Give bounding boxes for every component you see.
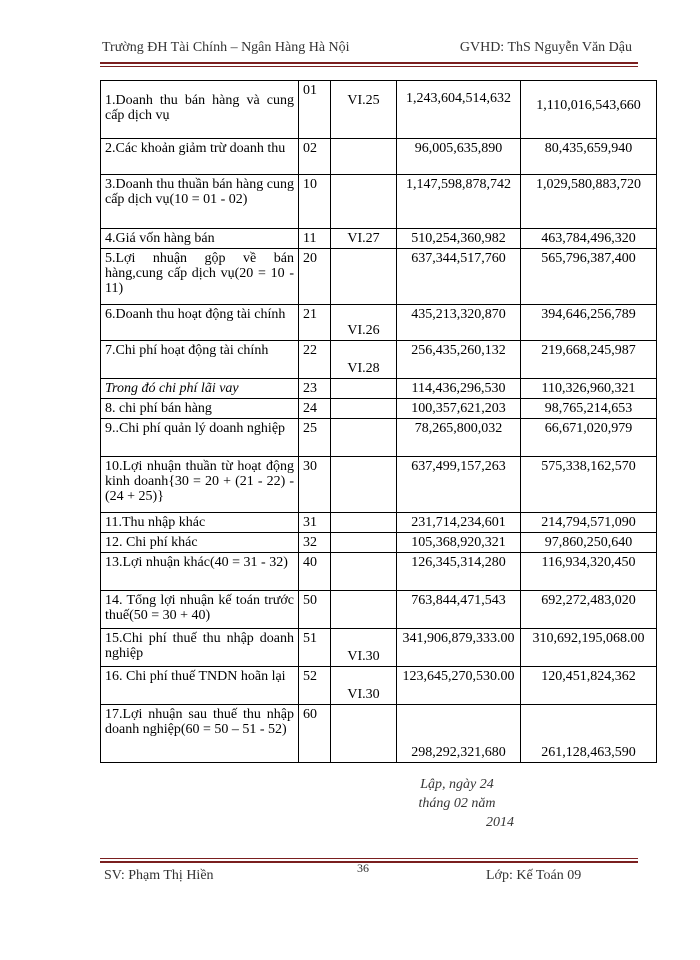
- row-code: 23: [299, 379, 331, 399]
- previous-year-amount: 66,671,020,979: [521, 419, 657, 457]
- row-label: 6.Doanh thu hoạt động tài chính: [101, 305, 299, 341]
- current-year-amount: 114,436,296,530: [397, 379, 521, 399]
- previous-year-amount: 310,692,195,068.00: [521, 629, 657, 667]
- table-row: [101, 419, 657, 457]
- row-note: VI.30: [331, 629, 397, 667]
- table-row: [101, 457, 657, 513]
- footer-class: Lớp: Kế Toán 09: [486, 868, 582, 883]
- page-header: [102, 40, 638, 60]
- row-code: 11: [299, 229, 331, 249]
- row-note: VI.25: [331, 81, 397, 139]
- table-row: [101, 139, 657, 175]
- signature-line-1: Lập, ngày 24: [420, 777, 494, 792]
- previous-year-amount: 80,435,659,940: [521, 139, 657, 175]
- current-year-amount: 78,265,800,032: [397, 419, 521, 457]
- row-label: 16. Chi phí thuế TNDN hoãn lại: [101, 667, 299, 705]
- current-year-amount: 763,844,471,543: [397, 591, 521, 629]
- row-label: 9..Chi phí quản lý doanh nghiệp: [101, 419, 299, 457]
- row-label: 4.Giá vốn hàng bán: [101, 229, 299, 249]
- header-rule-thin: [100, 66, 638, 67]
- row-code: 02: [299, 139, 331, 175]
- row-label: 10.Lợi nhuận thuần từ hoạt động kinh doanh{30 = 20 + (21 - 22) - (24 + 25)}: [101, 457, 299, 513]
- row-code: 22: [299, 341, 331, 379]
- row-label: 2.Các khoản giảm trừ doanh thu: [101, 139, 299, 175]
- row-label: 17.Lợi nhuận sau thuế thu nhập doanh nghiệp(60 = 50 – 51 - 52): [101, 705, 299, 763]
- row-note: [331, 533, 397, 553]
- current-year-amount: 231,714,234,601: [397, 513, 521, 533]
- row-code: 01: [299, 81, 331, 139]
- row-note: [331, 591, 397, 629]
- previous-year-amount: 394,646,256,789: [521, 305, 657, 341]
- row-code: 10: [299, 175, 331, 229]
- row-label: 14. Tổng lợi nhuận kế toán trước thuế(50 = 30 + 40): [101, 591, 299, 629]
- previous-year-amount: 565,796,387,400: [521, 249, 657, 305]
- current-year-amount: 637,499,157,263: [397, 457, 521, 513]
- previous-year-amount: 1,110,016,543,660: [521, 81, 657, 139]
- previous-year-amount: 97,860,250,640: [521, 533, 657, 553]
- table-row: [101, 513, 657, 533]
- row-note: [331, 249, 397, 305]
- row-code: 21: [299, 305, 331, 341]
- row-label: 8. chi phí bán hàng: [101, 399, 299, 419]
- previous-year-amount: 261,128,463,590: [521, 705, 657, 763]
- row-note: VI.26: [331, 305, 397, 341]
- row-code: 30: [299, 457, 331, 513]
- row-note: [331, 139, 397, 175]
- row-code: 32: [299, 533, 331, 553]
- previous-year-amount: 463,784,496,320: [521, 229, 657, 249]
- row-code: 20: [299, 249, 331, 305]
- header-advisor: GVHD: ThS Nguyễn Văn Dậu: [459, 40, 632, 55]
- current-year-amount: 96,005,635,890: [397, 139, 521, 175]
- row-label: 5.Lợi nhuận gộp về bán hàng,cung cấp dịch vụ(20 = 10 - 11): [101, 249, 299, 305]
- row-label: 13.Lợi nhuận khác(40 = 31 - 32): [101, 553, 299, 591]
- header-school: Trường ĐH Tài Chính – Ngân Hàng Hà Nội: [102, 40, 350, 55]
- previous-year-amount: 219,668,245,987: [521, 341, 657, 379]
- row-note: VI.28: [331, 341, 397, 379]
- current-year-amount: 510,254,360,982: [397, 229, 521, 249]
- row-note: [331, 419, 397, 457]
- current-year-amount: 435,213,320,870: [397, 305, 521, 341]
- current-year-amount: 105,368,920,321: [397, 533, 521, 553]
- table-row: [101, 705, 657, 763]
- table-row: [101, 533, 657, 553]
- table-row: [101, 379, 657, 399]
- footer-student: SV: Phạm Thị Hiền: [104, 868, 214, 883]
- row-label: 11.Thu nhập khác: [101, 513, 299, 533]
- footer-rule-thin: [100, 858, 638, 859]
- row-note: [331, 705, 397, 763]
- table-row: [101, 229, 657, 249]
- row-label: 7.Chi phí hoạt động tài chính: [101, 341, 299, 379]
- page-number: 36: [357, 861, 369, 875]
- row-note: [331, 175, 397, 229]
- current-year-amount: 126,345,314,280: [397, 553, 521, 591]
- row-label: 15.Chi phí thuế thu nhập doanh nghiệp: [101, 629, 299, 667]
- previous-year-amount: 98,765,214,653: [521, 399, 657, 419]
- row-note: [331, 553, 397, 591]
- row-label: Trong đó chi phí lãi vay: [101, 379, 299, 399]
- table-row: [101, 591, 657, 629]
- table-row: [101, 175, 657, 229]
- signature-line-3: 2014: [486, 815, 514, 830]
- row-label: 1.Doanh thu bán hàng và cung cấp dịch vụ: [101, 81, 299, 139]
- row-code: 51: [299, 629, 331, 667]
- row-note: [331, 379, 397, 399]
- table-row: [101, 249, 657, 305]
- table-row: [101, 553, 657, 591]
- footer-rule-thick: [100, 861, 638, 863]
- previous-year-amount: 1,029,580,883,720: [521, 175, 657, 229]
- previous-year-amount: 692,272,483,020: [521, 591, 657, 629]
- row-code: 40: [299, 553, 331, 591]
- previous-year-amount: 214,794,571,090: [521, 513, 657, 533]
- header-rule-thick: [100, 62, 638, 64]
- row-note: VI.30: [331, 667, 397, 705]
- row-note: VI.27: [331, 229, 397, 249]
- row-note: [331, 399, 397, 419]
- previous-year-amount: 120,451,824,362: [521, 667, 657, 705]
- signature-date: [392, 775, 522, 832]
- row-code: 31: [299, 513, 331, 533]
- previous-year-amount: 116,934,320,450: [521, 553, 657, 591]
- row-note: [331, 513, 397, 533]
- row-code: 52: [299, 667, 331, 705]
- income-statement-table: [100, 80, 657, 763]
- row-label: 3.Doanh thu thuần bán hàng cung cấp dịch vụ(10 = 01 - 02): [101, 175, 299, 229]
- table-row: [101, 629, 657, 667]
- current-year-amount: 1,243,604,514,632: [397, 81, 521, 139]
- row-note: [331, 457, 397, 513]
- previous-year-amount: 110,326,960,321: [521, 379, 657, 399]
- row-code: 25: [299, 419, 331, 457]
- row-code: 24: [299, 399, 331, 419]
- current-year-amount: 341,906,879,333.00: [397, 629, 521, 667]
- table-row: [101, 399, 657, 419]
- current-year-amount: 123,645,270,530.00: [397, 667, 521, 705]
- current-year-amount: 298,292,321,680: [397, 705, 521, 763]
- table-row: [101, 341, 657, 379]
- row-code: 50: [299, 591, 331, 629]
- table-row: [101, 667, 657, 705]
- table-row: [101, 305, 657, 341]
- row-code: 60: [299, 705, 331, 763]
- previous-year-amount: 575,338,162,570: [521, 457, 657, 513]
- current-year-amount: 100,357,621,203: [397, 399, 521, 419]
- current-year-amount: 1,147,598,878,742: [397, 175, 521, 229]
- table-row: [101, 81, 657, 139]
- current-year-amount: 256,435,260,132: [397, 341, 521, 379]
- current-year-amount: 637,344,517,760: [397, 249, 521, 305]
- signature-line-2: tháng 02 năm: [418, 796, 496, 811]
- row-label: 12. Chi phí khác: [101, 533, 299, 553]
